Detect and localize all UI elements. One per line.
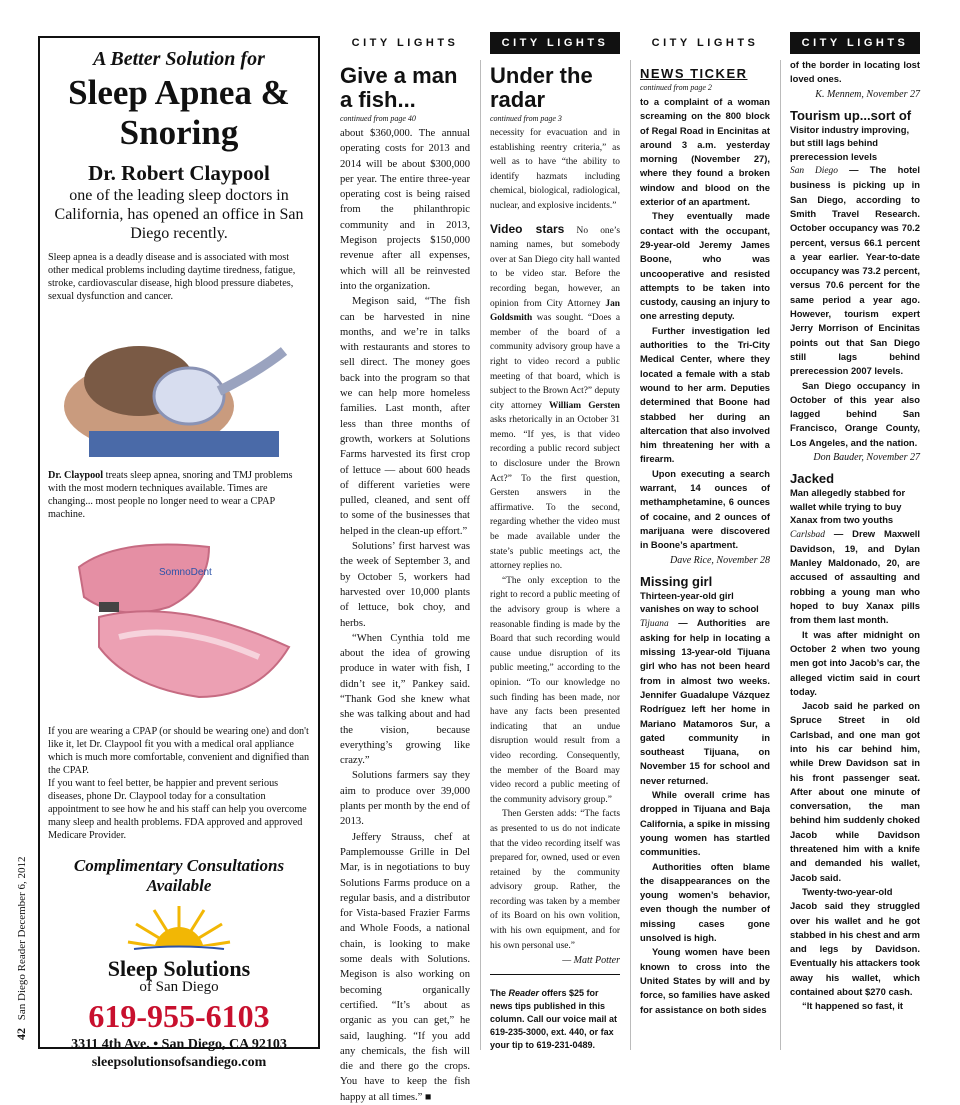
paragraph: Twenty-two-year-old Jacob said they struggled over his wallet and he got stabbed in his chest and arm and legs by Davidson. Eventually his attackers took away his wallet, which contained about $270 cash.	[790, 885, 920, 998]
paragraph: of the border in locating lost loved ones.	[790, 59, 920, 85]
section-header: CITY LIGHTS	[490, 32, 620, 54]
ad-phone: 619-955-6103	[88, 998, 270, 1034]
ad-headline-1: Sleep Apnea &	[68, 73, 290, 112]
sleep-apnea-ad	[38, 36, 320, 1070]
article-body-continued	[790, 58, 920, 87]
article-body-missing-girl	[640, 616, 770, 1017]
headline-fish: Give a man a fish...	[340, 63, 458, 112]
paragraph: San Diego — The hotel business is picking up in San Diego, according to Smith Travel Research. October occupancy was 70.2 percent, versus 66.1 percent a year earlier. Year-to-date occupancy was 73.2 percent, versus 70.6 percent for the same period a year ago. However, tourism expert Jerry Morrison of Encinitas points out that San Diego still lags behind prerecession 2007 levels.	[790, 164, 921, 377]
divider	[490, 974, 620, 975]
headline-radar: Under the radar	[490, 63, 593, 112]
column-tourism	[790, 32, 920, 1062]
device-brand-text: SomnoDent	[159, 567, 212, 578]
dateline: Tijuana	[640, 618, 669, 629]
paragraph: necessity for evacuation and in establishing reentry criteria,” as well as to have “the ability to identify hazmats including chemical, biological, radiological, nuclear, and explosive incidents.”	[490, 128, 620, 211]
paragraph: It was after midnight on October 2 when two young men got into Jacob’s car, the alleged victim said in court today.	[790, 628, 920, 697]
paragraph: Tijuana — Authorities are asking for help in locating a missing 13-year-old Tijuana girl who has not been heard from in almost two weeks. Jennifer Guadalupe Vázquez Rodríguez left her home in Mariano Matamoros Sur, a gated community in southeast Tijuana, on November 15 for school and never returned.	[640, 616, 770, 786]
article-body-jacked	[790, 527, 920, 1014]
paragraph: “The only exception to the right to record a public meeting of the advisory group is where a reasonable finding is made by the Board that such recording would cause undue disruption of its public meeting,” according to the opinion. “To our knowledge no such finding has been made, nor have any facts been presented indicating that an undue disruption would result from a video recording. Consequently, the member of the Board may video record a public meeting of the community advisory group.”	[490, 575, 620, 805]
dek: Man allegedly stabbed for wallet while trying to buy Xanax from two youths	[790, 487, 906, 526]
column-ticker	[640, 32, 770, 1062]
ad-kicker: A Better Solution for	[93, 48, 265, 70]
column-divider	[780, 60, 781, 1050]
ad-headline-2: Snoring	[119, 113, 239, 152]
paragraph: Solutions farmers say they aim to produce over 39,000 plants per month by the end of 2013.	[340, 770, 470, 828]
ad-body-2-name: Dr. Claypool	[48, 470, 104, 481]
paragraph: Upon executing a search warrant, 14 ounces of methamphetamine, 6 ounces of cocaine, and 2 ounces of marijuana were discovered in Boone’s apartment.	[640, 467, 770, 551]
continued-from: continued from page 2	[640, 83, 712, 92]
ad-body-2	[48, 469, 310, 521]
paragraph: Then Gersten adds: “The facts as presented to us do not indicate that the video recording itself was prepared for, owned, used or even retained by the community advisory group. Rather, the recording was taken by a member of its Board on his own volition, with his own equipment, and for his own personal use.”	[490, 809, 620, 951]
paragraph: “When Cynthia told me about the idea of growing produce in water with fish, I didn’t see it,” Pankey said. “Thank God she knew what she was talking about and had the vision, because everything’s growing like crazy.”	[340, 632, 470, 767]
ad-body-1: Sleep apnea is a deadly disease and is associated with most other medical problems including daytime tiredness, fatigue, stroke, cardiovascular disease, high blood pressure diabetes, sexual dysfunction and cancer.	[48, 252, 296, 302]
paragraph: Video stars No one’s naming names, but somebody over at San Diego city hall wanted to be video star. Before the recording began, however, an opinion from City Attorney Jan Goldsmith was sought. “Does a member of the board of a community advisory group have a right to video record a public meeting of that board, which is subject to the Brown Act?” deputy city attorney William Gersten asks rhetorically in an October 31 memo. “If yes, is that video recording a public record subject to disclosure under the Brown Act?” To the first question, Gersten answers in the affirmative. To the second, regarding whether the video must be made available under the state’s public meetings act, the attorney replies no.	[490, 221, 620, 572]
headline-jacked: Jacked	[790, 471, 835, 487]
paragraph: Jacob said he parked on Spruce Street in old Carlsbad, and one man got into his car behind him, while Drew Davidson sat in his front passenger seat. After about one minute of conversation, the man behind him suddenly choked Jacob while Davidson threatened him with a knife and demanded his wallet, Jacob said.	[790, 700, 920, 883]
continued-from: continued from page 3	[490, 114, 562, 123]
dek: Thirteen-year-old girl vanishes on way to school	[640, 589, 759, 614]
paragraph: Megison said, “The fish can be harvested in nine months, and we’re in talks with restaurants and stores to sell direct. The money goes back into the program so that we can help more homeless families. Last month, after less than three months of growth, workers at Solutions Farms harvested its first crop of lettuce — about 600 heads of different varieties were pulled, cleaned, and sent off to some of the businesses that helped in the clean-up effort.”	[340, 296, 470, 537]
page-number: 42	[14, 1028, 28, 1040]
ad-consult: Complimentary Consultations Available	[73, 856, 285, 895]
paragraph: Young women have been known to cross into the United States by will and by force, so families have asked for assistance on both sides	[640, 946, 770, 1015]
paragraph: Jeffery Strauss, chef at Pamplemousse Grille in Del Mar, is in negotiations to buy Solutions Farms produce on a regular basis, and a distributor for Vista-based Frazier Farms and Whole Foods, a national chain, is looking to make some deals with Solutions. Megison is also working on becoming organically certified. “It’s about as organic as you can get,” he said, laughing. “If you add any chemicals, the fish will die and there go the crops. You have to keep the fish happy at all times.” ■	[340, 831, 470, 1103]
column-divider	[630, 60, 631, 1050]
ad-doctor-name: Dr. Robert Claypool	[88, 161, 270, 185]
ad-address: 3311 4th Ave. • San Diego, CA 92103	[71, 1037, 287, 1052]
news-ticker-heading: NEWS TICKER	[640, 66, 748, 81]
paragraph: While overall crime has dropped in Tijuana and Baja California, a spike in missing young women has startled communities.	[640, 789, 770, 858]
paragraph: about $360,000. The annual operating costs for 2013 and 2014 will be about $300,000 per year. The entire three-year operating cost is being raised from the philanthropic community and in 2013, Megison projects $150,000 revenue after all expenses, which will all be reinvested into the organization.	[340, 128, 470, 292]
ad-brand: Sleep Solutions	[107, 956, 251, 981]
section-header: CITY LIGHTS	[790, 32, 920, 54]
ad-subhead: one of the leading sleep doctors in California, has opened an office in San Diego recently.	[54, 187, 304, 242]
page-folio	[14, 856, 28, 1060]
ad-brand-sub: of San Diego	[139, 979, 219, 995]
cpap-mask-photo	[69, 311, 289, 461]
article-body-radar	[490, 126, 620, 953]
byline: K. Mennem, November 27	[815, 88, 920, 100]
section-header: CITY LIGHTS	[651, 37, 759, 49]
headline-missing-girl: Missing girl	[640, 573, 713, 589]
section-header: CITY LIGHTS	[351, 37, 459, 49]
headline-tourism: Tourism up...sort of	[790, 107, 912, 123]
article-body-fish	[340, 126, 470, 1105]
continued-from: continued from page 40	[340, 114, 416, 123]
subhead-video-stars: Video stars	[490, 221, 565, 236]
paragraph: They eventually made contact with the occupant, 29-year-old Jeremy James Boone, who was uncooperative and resisted attempts to be taken into custody, causing an injury to one arresting deputy.	[640, 210, 770, 322]
dateline: Carlsbad	[790, 529, 825, 540]
paragraph: Carlsbad — Drew Maxwell Davidson, 19, and Dylan Manley Maldonado, 20, are accused of assaulting and robbing a young man who hoped to buy Xanax pills from them last month.	[790, 527, 920, 626]
column-fish	[340, 32, 470, 1103]
paragraph: “It happened so fast, it	[802, 1000, 904, 1012]
sun-logo-icon	[124, 902, 234, 952]
paragraph: Further investigation led authorities to the Tri-City Medical Center, where they located a female with a stab wound to her arm. Deputies determined that Boone had stabbed her during an altercation that also involved him threatening her with a firearm.	[640, 324, 770, 465]
dek: Visitor industry improving, but still lags behind prerecession levels	[790, 123, 910, 162]
paragraph: to a complaint of a woman screaming on the 800 block of Regal Road in Encinitas at around 3 a.m. yesterday morning (November 27), where they found a broken window and blood on the exterior of an apartment.	[640, 96, 770, 208]
folio-line: San Diego Reader December 6, 2012	[16, 856, 28, 1021]
article-body-tourism	[790, 163, 920, 450]
byline: — Matt Potter	[562, 955, 620, 967]
oral-appliance-photo	[59, 527, 299, 717]
ad-website: sleepsolutionsofsandiego.com	[91, 1055, 267, 1070]
paragraph: Solutions’ first harvest was the week of September 3, and by October 5, workers had harvested over 10,000 plants of lettuce, bok choy, and herbs.	[340, 541, 470, 629]
ad-body-4: If you want to feel better, be happier and prevent serious diseases, phone Dr. Claypool today for a consultation appointment to see how he and his staff can help you overcome many sleep and health problems. FDA approved and approved Medicare Provider.	[48, 778, 307, 841]
news-tip-box: The Reader offers $25 for news tips published in this column. Call our voice mail at 619-235-3000, ext. 440, or fax your tip to 619-231-0489.	[490, 988, 618, 1051]
byline: Dave Rice, November 28	[670, 554, 770, 566]
paragraph: San Diego occupancy in October of this year also lagged behind San Francisco, Orange County, Los Angeles, and the nation.	[790, 379, 920, 448]
column-radar	[490, 32, 620, 1062]
paragraph: Authorities often blame the disappearances on the young women’s behavior, even though the number of missing cases gone unsolved is high.	[640, 860, 770, 944]
ad-body-2-text: treats sleep apnea, snoring and TMJ problems with the most modern techniques available. Times are changing... most people no longer need to wear a CPAP machine.	[48, 470, 293, 520]
dateline: San Diego	[790, 166, 838, 177]
column-divider	[480, 60, 481, 1050]
article-body-ticker	[640, 95, 770, 553]
ad-body-3: If you are wearing a CPAP (or should be wearing one) and don't like it, let Dr. Claypool fit you with a medical oral appliance which is much more comfortable, convenient and dignified than the CPAP.	[48, 726, 310, 776]
byline: Don Bauder, November 27	[813, 452, 920, 464]
